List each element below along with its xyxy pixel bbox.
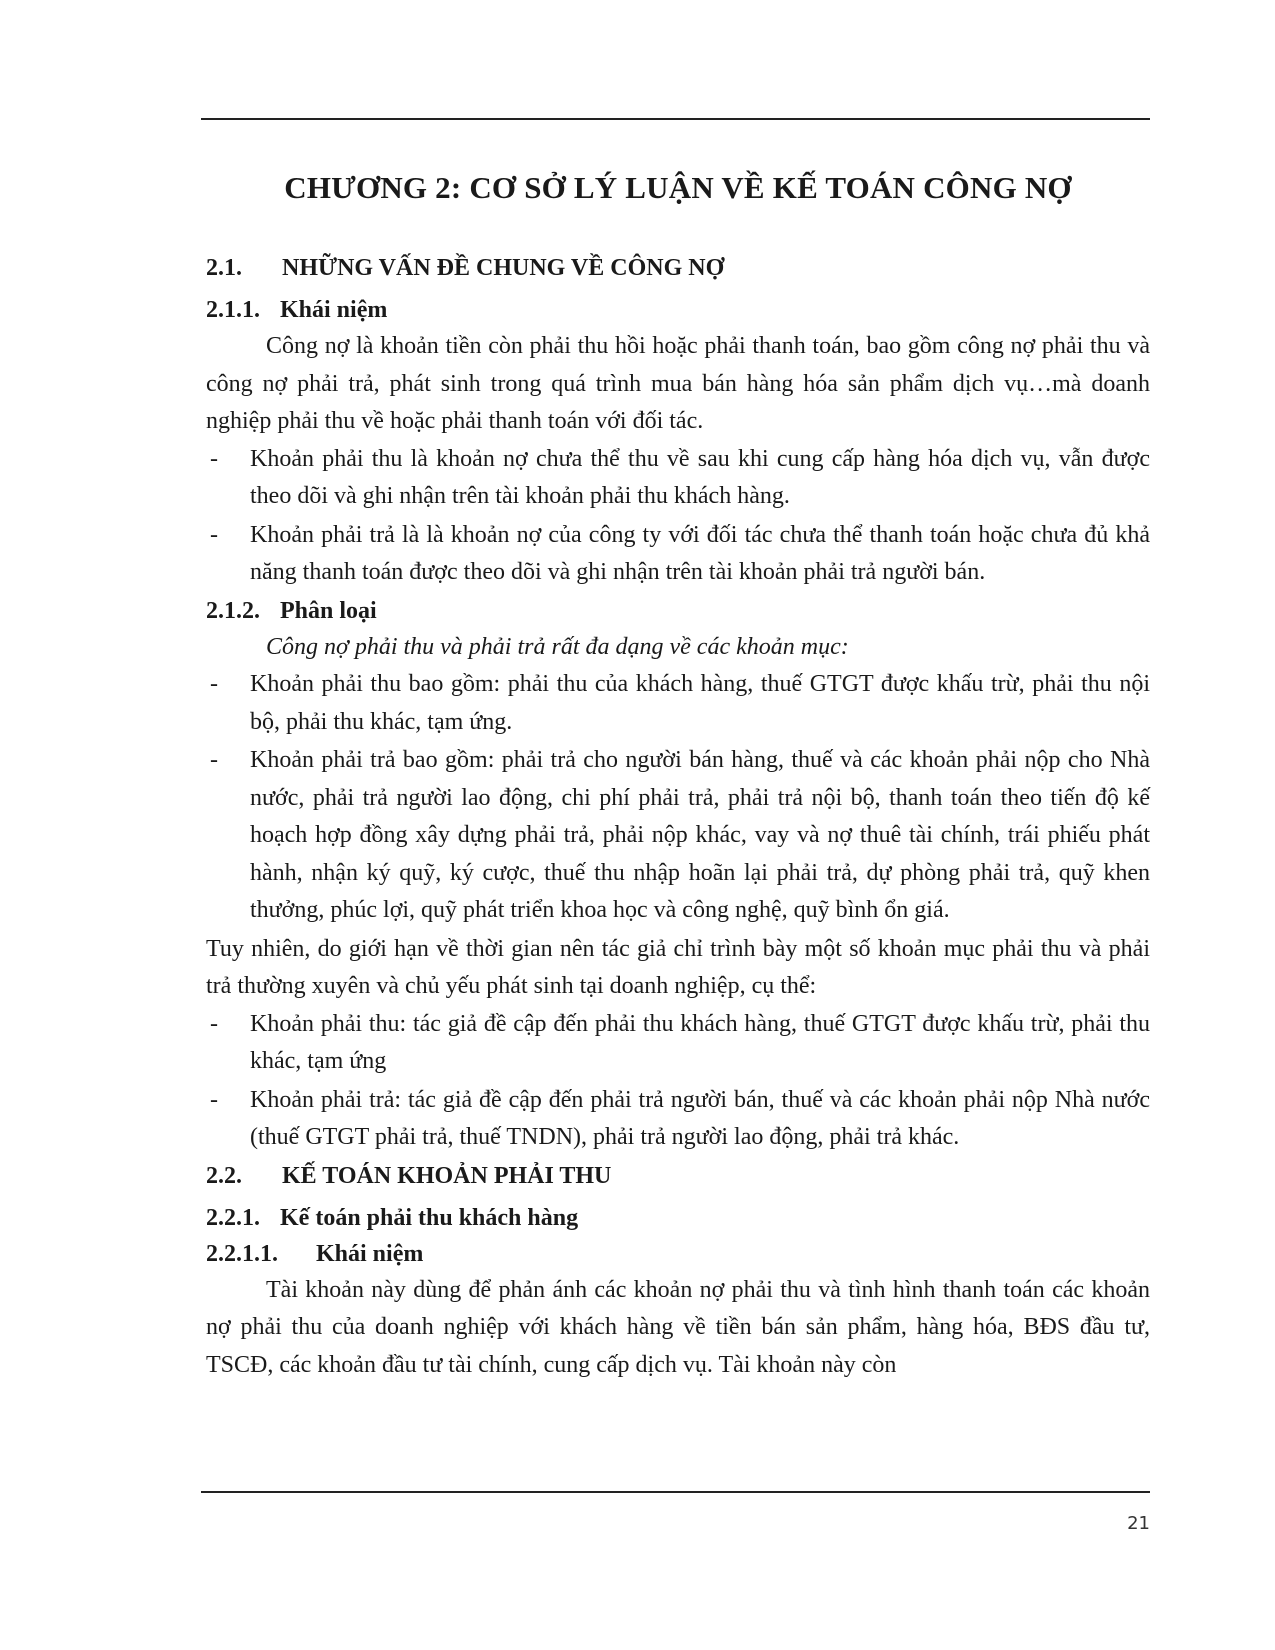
section-heading-2-2 bbox=[206, 1158, 1150, 1194]
list-item: - Khoản phải thu: tác giả đề cập đến phải thu khách hàng, thuế GTGT được khấu trừ, phải thu khác, tạm ứng bbox=[206, 1006, 1150, 1081]
subsection-heading-2-2-1 bbox=[206, 1200, 1150, 1236]
header-rule bbox=[201, 118, 1150, 120]
bullet-list bbox=[206, 666, 1150, 930]
subsection-heading-2-1-1 bbox=[206, 292, 1150, 328]
section-number: 2.2. bbox=[206, 1162, 242, 1189]
list-item: - Khoản phải trả bao gồm: phải trả cho người bán hàng, thuế và các khoản phải nộp cho Nhà nước, phải trả người lao động, chi phí phải trả, phải trả nội bộ, thanh toán theo tiến độ kế hoạch hợp đồng xây dựng phải trả, phải nộp khác, vay và nợ thuê tài chính, trái phiếu phát hành, nhận ký quỹ, ký cược, thuế thu nhập hoãn lại phải trả, dự phòng phải trả, quỹ khen thưởng, phúc lợi, quỹ phát triển khoa học và công nghệ, quỹ bình ổn giá. bbox=[206, 742, 1150, 930]
intro-italic: Công nợ phải thu và phải trả rất đa dạng về các khoản mục: bbox=[266, 633, 849, 660]
page-body bbox=[206, 168, 1150, 1384]
paragraph: Tài khoản này dùng để phản ánh các khoản nợ phải thu và tình hình thanh toán các khoản nợ phải thu của doanh nghiệp với khách hàng về tiền bán sản phẩm, hàng hóa, BĐS đầu tư, TSCĐ, các khoản đầu tư tài chính, cung cấp dịch vụ. Tài khoản này còn bbox=[206, 1276, 1150, 1378]
footer-rule bbox=[201, 1491, 1150, 1493]
paragraph: Công nợ là khoản tiền còn phải thu hồi hoặc phải thanh toán, bao gồm công nợ phải thu và công nợ phải trả, phát sinh trong quá trình mua bán hàng hóa sản phẩm dịch vụ…mà doanh nghiệp phải thu về hoặc phải thanh toán với đối tác. bbox=[206, 333, 1150, 434]
section-number: 2.1. bbox=[206, 255, 242, 281]
subsection-heading-2-1-2 bbox=[206, 593, 1150, 629]
list-item: - Khoản phải trả là là khoản nợ của công ty với đối tác chưa thể thanh toán hoặc chưa đủ khả năng thanh toán được theo dõi và ghi nhận trên tài khoản phải trả người bán. bbox=[206, 517, 1150, 592]
subsection-title: Kế toán phải thu khách hàng bbox=[280, 1204, 579, 1231]
page-number: 21 bbox=[1127, 1513, 1150, 1534]
subsection-title: Phân loại bbox=[280, 597, 377, 624]
subsection-number: 2.1.2. bbox=[206, 597, 260, 624]
bullet-list bbox=[206, 441, 1150, 592]
section-title: KẾ TOÁN KHOẢN PHẢI THU bbox=[282, 1162, 612, 1189]
bullet-list bbox=[206, 1006, 1150, 1157]
subsection-number: 2.2.1. bbox=[206, 1204, 260, 1231]
subsection-title: Khái niệm bbox=[280, 297, 388, 323]
subsubsection-heading-2-2-1-1 bbox=[206, 1236, 1150, 1272]
section-heading-2-1 bbox=[206, 250, 1150, 286]
subsubsection-title: Khái niệm bbox=[316, 1240, 424, 1267]
subsubsection-number: 2.2.1.1. bbox=[206, 1240, 278, 1267]
subsection-number: 2.1.1. bbox=[206, 297, 260, 323]
section-title: NHỮNG VẤN ĐỀ CHUNG VỀ CÔNG NỢ bbox=[282, 255, 725, 281]
list-item: - Khoản phải thu là khoản nợ chưa thể thu về sau khi cung cấp hàng hóa dịch vụ, vẫn được theo dõi và ghi nhận trên tài khoản phải thu khách hàng. bbox=[206, 441, 1150, 516]
list-item: - Khoản phải trả: tác giả đề cập đến phải trả người bán, thuế và các khoản phải nộp Nhà nước (thuế GTGT phải trả, thuế TNDN), phải trả người lao động, phải trả khác. bbox=[206, 1082, 1150, 1157]
chapter-title: CHƯƠNG 2: CƠ SỞ LÝ LUẬN VỀ KẾ TOÁN CÔNG NỢ bbox=[284, 170, 1072, 205]
paragraph: Tuy nhiên, do giới hạn về thời gian nên tác giả chỉ trình bày một số khoản mục phải thu và phải trả thường xuyên và chủ yếu phát sinh tại doanh nghiệp, cụ thể: bbox=[206, 935, 1150, 999]
list-item: - Khoản phải thu bao gồm: phải thu của khách hàng, thuế GTGT được khấu trừ, phải thu nội bộ, phải thu khác, tạm ứng. bbox=[206, 666, 1150, 741]
